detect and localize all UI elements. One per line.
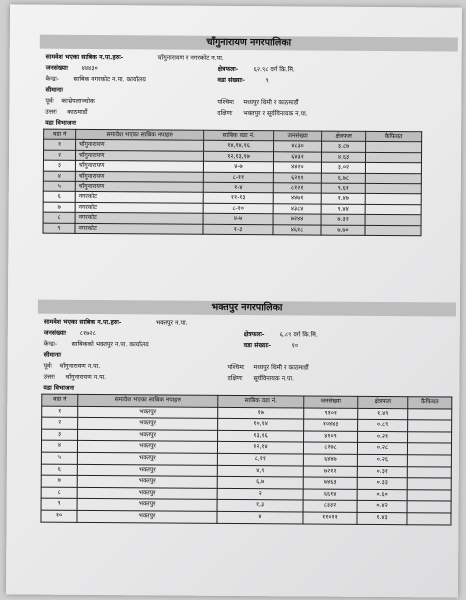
remarks (366, 142, 422, 153)
column-header: जनसंख्या (274, 131, 322, 142)
former-municipality: भक्तपुर (78, 429, 218, 442)
ward-number: ४ (43, 171, 75, 182)
area: ०.२८ (357, 443, 407, 455)
population: ८२७८ (303, 442, 357, 454)
area: ९.६१ (321, 183, 365, 194)
area: ३.०२ (321, 162, 365, 173)
former-municipality: नगरकोट (75, 213, 203, 224)
west-value: मध्यपुर थिमी र काठमाडौं (253, 364, 309, 372)
ward-number: १० (41, 510, 77, 522)
area-value: ६२.९८ वर्ग कि.मि. (253, 66, 295, 74)
ward-number: ५ (41, 452, 77, 464)
north-value: काठमाडौं (67, 108, 88, 116)
remarks (407, 478, 451, 490)
ward-table (42, 129, 422, 237)
former-ward-numbers: १७ (218, 407, 304, 419)
former-ward-numbers: १,३ (217, 500, 303, 512)
column-header: जनसंख्या (304, 396, 358, 408)
former-ward-numbers: ६,७ (217, 477, 303, 489)
remarks (407, 466, 451, 478)
center-label: केन्द्रः- (43, 340, 58, 348)
former-municipality: भक्तपुर (77, 487, 217, 500)
municipality-section-changunarayan (38, 35, 457, 237)
table-row (43, 223, 421, 236)
ward-number: ७ (43, 202, 75, 213)
remarks (407, 513, 451, 525)
table-row (41, 510, 451, 524)
area: ०.६० (357, 489, 407, 501)
north-value: चाँगुनारायण न.पा. (65, 373, 107, 382)
wards-label: वडा संख्याः- (243, 342, 272, 350)
area-label: क्षेत्रफलः- (217, 65, 239, 74)
ward-number: ३ (43, 160, 75, 171)
population: ६४३२ (273, 152, 321, 163)
north-label: उत्तरः (43, 373, 55, 381)
remarks (365, 152, 421, 163)
former-ward-numbers: ११-१३ (203, 193, 273, 204)
remarks (365, 163, 421, 174)
area-value: ६.८९ वर्ग कि.मि. (279, 331, 318, 339)
former-ward-numbers: ४,९ (217, 465, 303, 477)
former-ward-numbers: १-३ (203, 224, 273, 235)
column-header: साबिक वडा नं. (218, 395, 304, 407)
merged-value: चाँगुनारायण र नगरकोट न.पा. (157, 54, 224, 62)
merged-label: सामवेश भएका साबिक न.पा.हरुः- (45, 53, 124, 62)
remarks (365, 204, 421, 215)
former-ward-numbers: ८-१० (203, 203, 273, 214)
former-municipality: नगरकोट (75, 223, 203, 234)
population: ८१२१ (273, 183, 321, 194)
municipality-section-bhaktapur (36, 300, 456, 525)
former-ward-numbers: १-४ (203, 182, 273, 193)
area: ०.३३ (357, 478, 407, 490)
former-ward-numbers: ४-७ (203, 162, 273, 173)
center-value: साबिक नगरकोट न.पा. कार्यालय (73, 75, 146, 84)
remarks (365, 225, 421, 236)
area-label: क्षेत्रफलः- (243, 331, 265, 339)
column-header: कैफियत (408, 397, 452, 409)
former-ward-numbers: १४,१४,१६ (204, 141, 274, 152)
former-ward-numbers: ८,११ (217, 453, 303, 465)
merged-value: भक्तपुर न.पा. (155, 319, 188, 327)
wards-value: ९ (265, 77, 269, 85)
area: ४.६३ (321, 152, 365, 163)
column-header: समावेश भएका साबिक नपाहरु (78, 394, 218, 407)
east-value: काभ्रेपलाञ्चोक (61, 97, 95, 106)
ward-number: ६ (41, 464, 77, 476)
south-value: भक्तपुर र सूर्यविनायक न.पा. (243, 110, 308, 118)
former-ward-numbers: १२,१४ (217, 442, 303, 454)
area: ०.२६ (357, 454, 407, 466)
former-municipality: भक्तपुर (77, 452, 217, 465)
section-title: चाँगुनारायण नगरपालिका (40, 35, 458, 52)
remarks (407, 443, 451, 455)
ward-number: २ (42, 417, 78, 429)
east-label: पूर्वः (45, 97, 54, 105)
former-municipality: नगरकोट (75, 202, 203, 213)
former-municipality: भक्तपुर (77, 441, 217, 454)
south-label: दक्षिणः (217, 109, 233, 117)
ward-number: १ (44, 140, 76, 151)
division-label: वडा विभाजनः (43, 384, 75, 392)
former-municipality: भक्तपुर (77, 476, 217, 489)
population: ४४७१ (273, 193, 321, 204)
former-ward-numbers: १०,१४ (218, 419, 304, 431)
former-municipality: भक्तपुर (77, 464, 217, 477)
center-label: केन्द्रः- (45, 75, 60, 83)
column-header: क्षेत्रफल (322, 131, 366, 142)
population: ८३३२ (303, 500, 357, 512)
population: ४४२० (273, 162, 321, 173)
population: ९१०१ (304, 408, 358, 420)
ward-number: १ (42, 406, 78, 418)
population: ६४४७ (303, 454, 357, 466)
population: ७४६३ (303, 477, 357, 489)
column-header: वडा नं (42, 394, 78, 406)
population-value: ४४४३० (81, 64, 98, 73)
column-header: वडा नं (44, 129, 76, 140)
former-municipality: चाँगुनारायण (75, 150, 203, 161)
area: ३.८७ (322, 142, 366, 153)
ward-number: ८ (43, 212, 75, 223)
population-label: जनसंख्याः (43, 329, 67, 337)
population: ११०११ (303, 512, 357, 524)
ward-number: ९ (41, 499, 77, 511)
west-label: पश्चिमः (217, 98, 235, 106)
column-header: कैफियत (366, 131, 422, 142)
population-value: ८१७२८ (79, 329, 96, 338)
remarks (365, 173, 421, 184)
former-municipality: भक्तपुर (77, 499, 217, 512)
former-municipality: भक्तपुर (78, 418, 218, 431)
former-municipality: चाँगुनारायण (75, 171, 203, 182)
area: ०.४२ (357, 501, 407, 513)
ward-number: ४ (41, 441, 77, 453)
ward-number: ५ (43, 181, 75, 192)
column-header: समावेश भएका साबिक नपाहरु (76, 129, 204, 140)
ward-number: ३ (42, 429, 78, 441)
population: १०४४३ (304, 419, 358, 431)
column-header: क्षेत्रफल (358, 396, 408, 408)
remarks (407, 455, 451, 467)
remarks (408, 408, 452, 420)
area: ९.४४ (321, 204, 365, 215)
former-ward-numbers: २ (217, 488, 303, 500)
ward-table (40, 394, 452, 525)
remarks (408, 431, 452, 443)
center-value: साबिकको भक्तपुर न.पा. कार्यालय (71, 340, 149, 349)
north-label: उत्तरः (45, 108, 57, 116)
west-value: मध्यपुर थिमी र काठमाडौं (243, 99, 299, 107)
boundary-label: सीमानाः (45, 86, 63, 94)
remarks (407, 501, 451, 513)
south-value: सूर्यविनायक न.पा. (253, 375, 295, 383)
west-label: पश्चिमः (227, 363, 245, 372)
population: ४६१८ (273, 224, 321, 235)
former-ward-numbers: १२,१३,१७ (203, 151, 273, 162)
wards-label: वडा संख्याः- (217, 76, 245, 85)
population: ७२१२ (303, 466, 357, 478)
remarks (365, 183, 421, 194)
area: ७.३२ (321, 214, 365, 225)
area: ६.७८ (321, 173, 365, 184)
area: ०.२१ (358, 431, 408, 443)
area: ७.७० (321, 225, 365, 236)
document-sheet (6, 4, 462, 597)
remarks (365, 215, 421, 226)
population: ४८३० (274, 141, 322, 152)
remarks (408, 420, 452, 432)
south-label: दक्षिणः (227, 374, 243, 383)
wards-value: १० (291, 342, 299, 350)
former-ward-numbers: १३,१६ (218, 430, 304, 442)
former-municipality: चाँगुनारायण (76, 140, 204, 151)
population: ४१०९ (304, 431, 358, 443)
population: ६२११ (273, 172, 321, 183)
ward-number: ७ (41, 475, 77, 487)
former-municipality: चाँगुनारायण (75, 181, 203, 192)
former-municipality: चाँगुनारायण (75, 161, 203, 172)
area: ०.३१ (357, 466, 407, 478)
ward-number: २ (43, 150, 75, 161)
former-ward-numbers: ८-११ (203, 172, 273, 183)
population: ४३८४ (273, 204, 321, 215)
former-municipality: भक्तपुर (77, 510, 217, 523)
former-ward-numbers: ४ (217, 511, 303, 523)
former-municipality: नगरकोट (75, 192, 203, 203)
remarks (365, 194, 421, 205)
population: ७२४४ (273, 214, 321, 225)
merged-label: सामवेश भएका साबिक न.पा.हरुः- (43, 318, 122, 327)
ward-number: ८ (41, 487, 77, 499)
population-label: जनसंख्याः (45, 64, 68, 72)
area: १.४७ (321, 194, 365, 205)
area: १.४९ (358, 408, 408, 420)
former-ward-numbers: ४-७ (203, 214, 273, 225)
ward-number: ९ (43, 223, 75, 234)
remarks (407, 489, 451, 501)
boundary-label: सीमानाः (43, 351, 62, 359)
east-value: चाँगुनारायण न.पा. (59, 362, 101, 371)
area: १.४३ (357, 512, 407, 524)
ward-number: ६ (43, 192, 75, 203)
east-label: पूर्वः (43, 362, 52, 370)
division-label: वडा विभाजनः (45, 119, 77, 127)
former-municipality: भक्तपुर (78, 406, 218, 419)
column-header: साबिक वडा नं. (204, 130, 274, 141)
population: ६६१४ (303, 489, 357, 501)
area: ०.८९ (358, 420, 408, 432)
section-title: भक्तपुर नगरपालिका (38, 300, 456, 317)
